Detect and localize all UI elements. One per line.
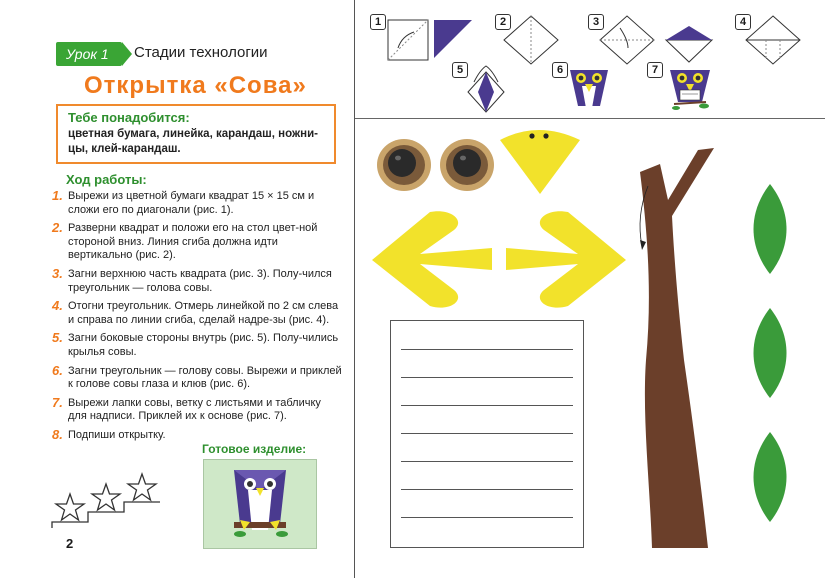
step-text: Разверни квадрат и положи его на стол цвет-ной стороной вниз. Линия сгиба должна идти вертикально (рис. 2). [68, 222, 318, 262]
stars-icon [50, 470, 170, 530]
owl-eye-left-icon [374, 136, 434, 194]
owl-eye-right-icon [437, 136, 497, 194]
owl-beak-icon [498, 126, 582, 196]
steps-list [52, 190, 342, 448]
materials-heading: Тебе понадобится: [68, 110, 190, 125]
lesson-stage: Стадии технологии [134, 44, 268, 61]
left-page [0, 0, 354, 578]
step-number: 4. [52, 298, 63, 314]
step-item [52, 300, 342, 327]
materials-text: цветная бумага, линейка, карандаш, ножни-цы, клей-карандаш. [68, 128, 318, 155]
step-text: Загни боковые стороны внутрь (рис. 5). Полу-чились крылья совы. [68, 332, 339, 358]
finished-owl-photo [203, 459, 317, 549]
diagram-number: 1 [370, 14, 386, 30]
steps-heading: Ход работы: [66, 172, 147, 187]
step-item [52, 190, 342, 217]
step-number: 6. [52, 362, 63, 378]
writing-line [401, 461, 573, 462]
step-number: 5. [52, 330, 63, 346]
tree-branch-icon [612, 146, 732, 550]
diagram-number: 2 [495, 14, 511, 30]
fold-step-5-icon [466, 62, 506, 114]
label-card [390, 320, 584, 548]
materials-box [56, 104, 336, 164]
owl-foot-left-icon [370, 208, 494, 312]
leaf-icon [748, 306, 792, 400]
writing-line [401, 433, 573, 434]
writing-line [401, 489, 573, 490]
step-number: 8. [52, 426, 63, 442]
owl-foot-right-icon [504, 208, 628, 312]
diagram-number: 6 [552, 62, 568, 78]
owl-step-7-icon [666, 66, 714, 112]
page-number: 2 [66, 536, 74, 551]
writing-line [401, 377, 573, 378]
step-number: 1. [52, 188, 63, 203]
step-item [52, 265, 342, 295]
step-text: Загни треугольник — голову совы. Вырежи и приклей к голове совы глаза и клюв (рис. 6). [68, 364, 342, 391]
step-item [52, 222, 342, 263]
fold-step-1-icon [386, 18, 476, 66]
step-text: Отогни треугольник. Отмерь линейкой по 2 см слева и справа по линии сгиба, сделай надре-зы (рис. 4). [68, 300, 339, 326]
fold-step-2-icon [502, 14, 560, 66]
step-item [52, 332, 342, 359]
writing-line [401, 349, 573, 350]
step-text: Загни верхнюю часть квадрата (рис. 3). Полу-чился треугольник — голова совы. [68, 267, 332, 294]
difficulty-stars [50, 470, 170, 535]
diagram-number: 4 [735, 14, 751, 30]
step-text: Вырежи из цветной бумаги квадрат 15 × 15 см и сложи его по диагонали (рис. 1). [68, 190, 315, 216]
step-number: 3. [52, 265, 63, 281]
step-item [52, 394, 342, 424]
writing-line [401, 405, 573, 406]
page-divider [354, 0, 355, 578]
diagram-number: 7 [647, 62, 663, 78]
step-number: 2. [52, 220, 63, 236]
step-item [52, 426, 342, 443]
diagram-number: 3 [588, 14, 604, 30]
fold-step-3-icon [598, 14, 718, 66]
section-divider [355, 118, 825, 119]
step-item [52, 362, 342, 392]
writing-line [401, 517, 573, 518]
owl-photo-icon [204, 460, 316, 548]
owl-step-6-icon [568, 66, 610, 112]
lesson-badge: Урок 1 [56, 42, 122, 66]
leaf-icon [748, 182, 792, 276]
fold-step-4-icon [744, 14, 802, 66]
diagram-number: 5 [452, 62, 468, 78]
step-text: Подпиши открытку. [68, 428, 166, 441]
page-title: Открытка «Сова» [84, 72, 307, 99]
step-text: Вырежи лапки совы, ветку с листьями и табличку для надписи. Приклей их к основе (рис. 7). [68, 396, 321, 423]
step-number: 7. [52, 394, 63, 410]
leaf-icon [748, 430, 792, 524]
result-heading: Готовое изделие: [202, 442, 307, 456]
